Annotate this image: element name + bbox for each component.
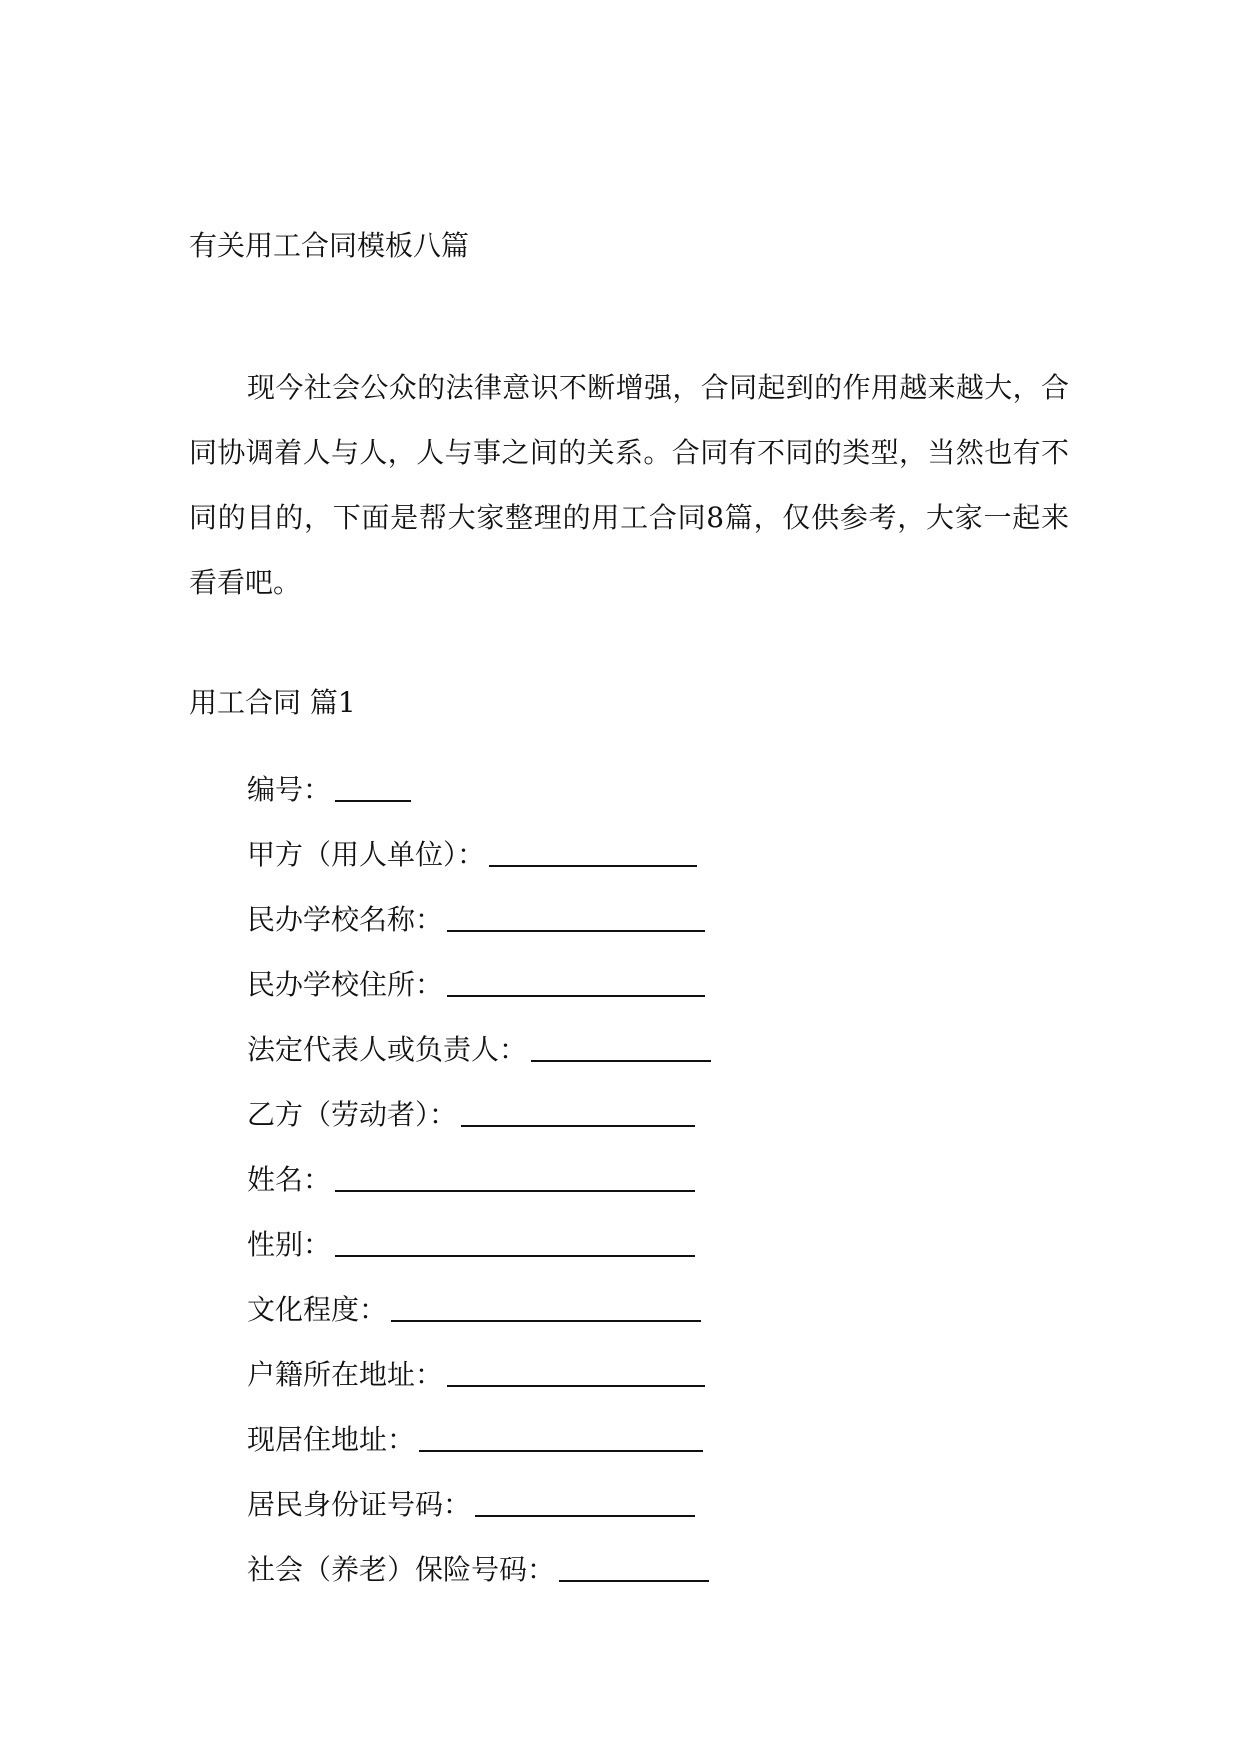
section-heading: 用工合同 篇1	[189, 686, 356, 719]
fill-in-blank[interactable]	[335, 799, 411, 802]
field-household-address	[247, 1330, 711, 1395]
field-current-address	[247, 1395, 711, 1460]
field-label: 现居住地址：	[247, 1423, 416, 1456]
contract-fields	[247, 745, 711, 1590]
document-title: 有关用工合同模板八篇	[189, 229, 470, 262]
field-id-number	[247, 1460, 711, 1525]
field-education	[247, 1265, 711, 1330]
field-school-address	[247, 940, 711, 1005]
fill-in-blank[interactable]	[447, 1384, 705, 1387]
field-label: 乙方（劳动者）：	[247, 1098, 458, 1131]
field-school-name	[247, 875, 711, 940]
fill-in-blank[interactable]	[475, 1514, 695, 1517]
fill-in-blank[interactable]	[391, 1319, 701, 1322]
field-name	[247, 1135, 711, 1200]
field-label: 居民身份证号码：	[247, 1488, 472, 1521]
field-number	[247, 745, 711, 810]
field-label: 民办学校名称：	[247, 903, 444, 936]
fill-in-blank[interactable]	[447, 929, 705, 932]
field-label: 文化程度：	[247, 1293, 388, 1326]
field-party-b	[247, 1070, 711, 1135]
field-label: 民办学校住所：	[247, 968, 444, 1001]
field-label: 社会（养老）保险号码：	[247, 1553, 556, 1586]
field-legal-representative	[247, 1005, 711, 1070]
field-label: 甲方（用人单位）：	[247, 838, 486, 871]
fill-in-blank[interactable]	[419, 1449, 703, 1452]
fill-in-blank[interactable]	[531, 1059, 711, 1062]
fill-in-blank[interactable]	[461, 1124, 695, 1127]
field-party-a	[247, 810, 711, 875]
field-label: 编号：	[247, 773, 332, 806]
fill-in-blank[interactable]	[447, 994, 705, 997]
field-label: 户籍所在地址：	[247, 1358, 444, 1391]
field-insurance-number	[247, 1525, 711, 1590]
fill-in-blank[interactable]	[335, 1254, 695, 1257]
intro-paragraph: 现今社会公众的法律意识不断增强，合同起到的作用越来越大，合同协调着人与人，人与事之间的关系。合同有不同的类型，当然也有不同的目的，下面是帮大家整理的用工合同8篇，仅供参考，大家一起来看看吧。	[189, 371, 1069, 599]
fill-in-blank[interactable]	[559, 1579, 709, 1582]
fill-in-blank[interactable]	[489, 864, 697, 867]
field-label: 法定代表人或负责人：	[247, 1033, 528, 1066]
field-label: 性别：	[247, 1228, 332, 1261]
field-gender	[247, 1200, 711, 1265]
field-label: 姓名：	[247, 1163, 332, 1196]
fill-in-blank[interactable]	[335, 1189, 695, 1192]
